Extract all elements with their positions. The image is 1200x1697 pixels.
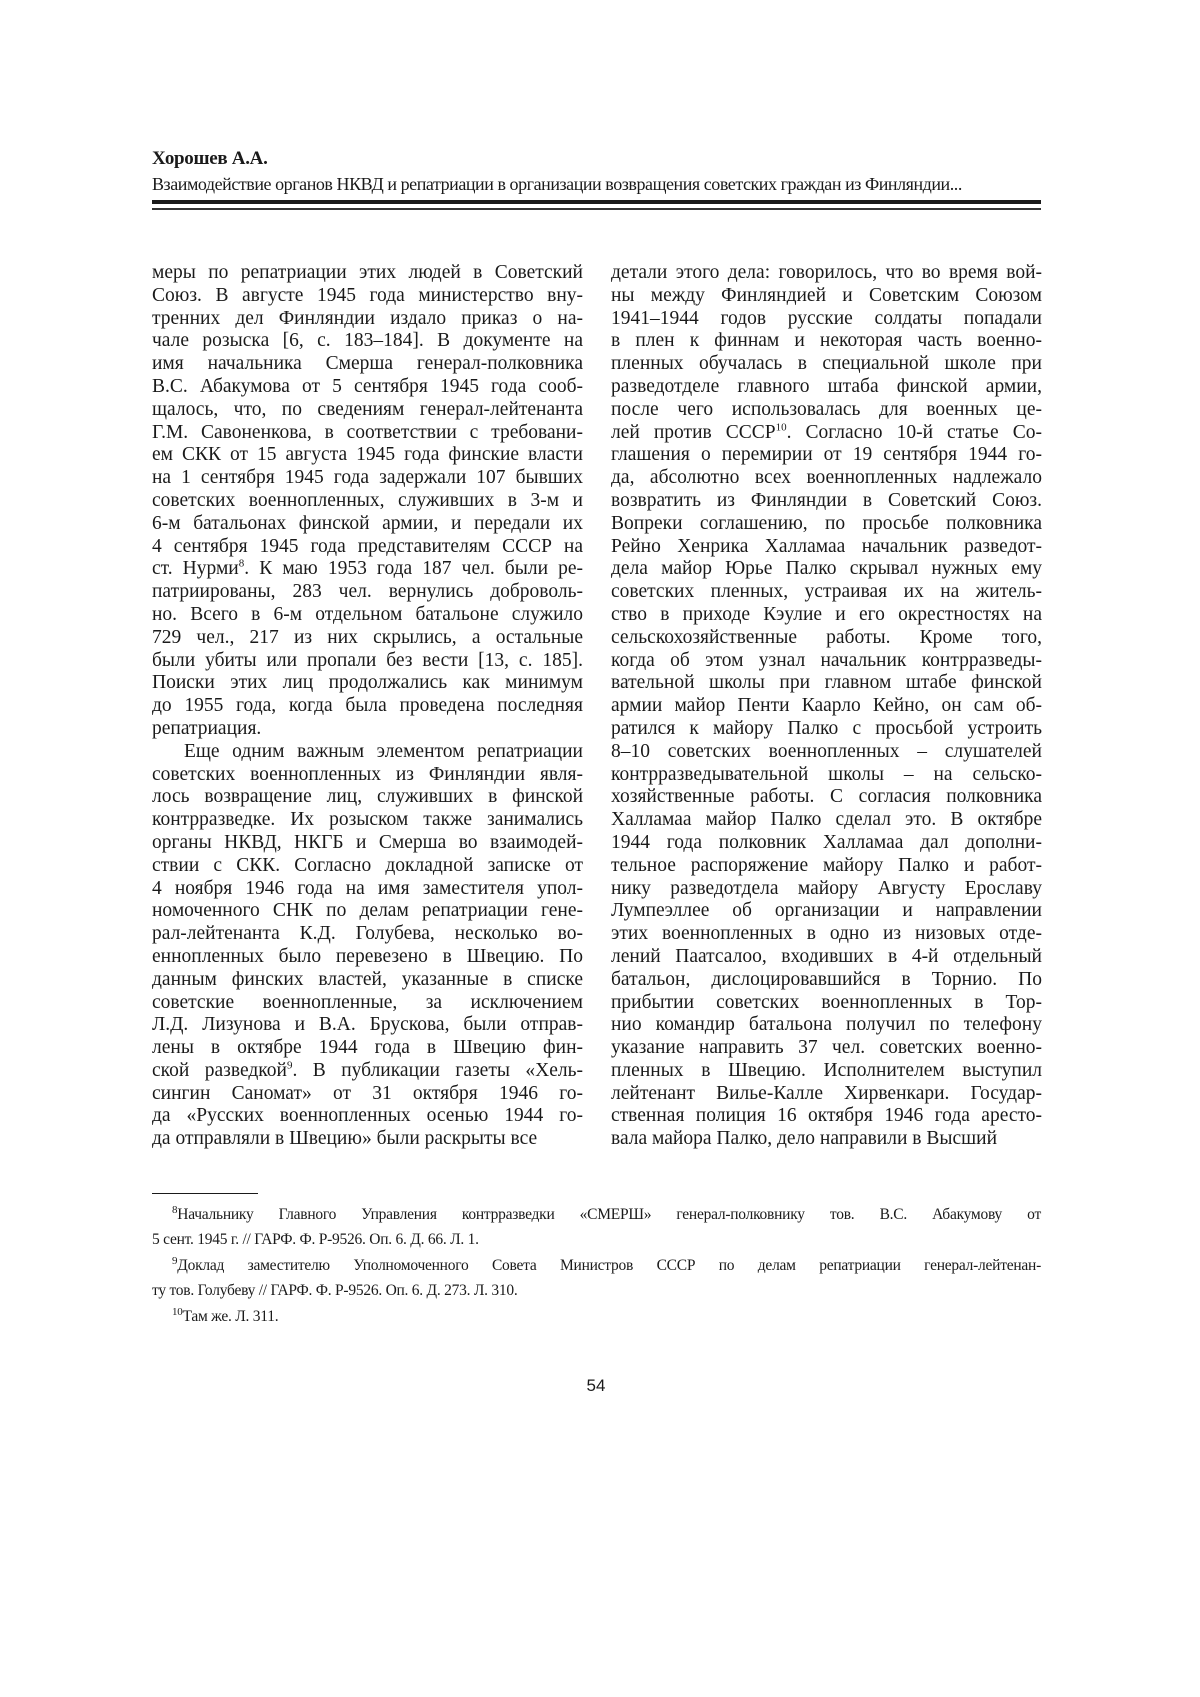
- footnote-line: [152, 1254, 1041, 1279]
- text-line: да «Русских военнопленных осенью 1944 го-: [152, 1105, 583, 1128]
- text-line: были убиты или пропали без вести [13, с. 185].: [152, 650, 583, 673]
- text-line: ны между Финляндией и Советским Союзом: [611, 285, 1042, 308]
- text-line: ем СКК от 15 августа 1945 года финские власти: [152, 444, 583, 467]
- text-line: В.С. Абакумова от 5 сентября 1945 года сооб-: [152, 376, 583, 399]
- text-line: щалось, что, по сведениям генерал-лейтенанта: [152, 399, 583, 422]
- text-fragment: . К маю 1953 года 187 чел. были ре-: [244, 558, 583, 579]
- footnote-gap: [152, 1330, 1041, 1332]
- text-line: нику разведотдела майору Августу Ерославу: [611, 878, 1042, 901]
- text-line: Вопреки соглашению, по просьбе полковника: [611, 513, 1042, 536]
- footnote: [152, 1305, 1041, 1332]
- text-line: органы НКВД, НКГБ и Смерша во взаимодей-: [152, 832, 583, 855]
- text-line: на 1 сентября 1945 года задержали 107 бывших: [152, 467, 583, 490]
- text-line: Л.Д. Лизунова и В.А. Брускова, были отправ-: [152, 1014, 583, 1037]
- footnote-line: [152, 1279, 1041, 1304]
- text-line: прибытии советских военнопленных в Тор-: [611, 992, 1042, 1015]
- text-line: 8–10 советских военнопленных – слушателей: [611, 741, 1042, 764]
- text-line: вала майора Палко, дело направили в Высший: [611, 1128, 1042, 1151]
- text-line: да отправляли в Швецию» были раскрыты все: [152, 1128, 583, 1151]
- text-line: ствии с СКК. Согласно докладной записке от: [152, 855, 583, 878]
- text-line: номоченного СНК по делам репатриации гене-: [152, 900, 583, 923]
- text-line: советских военнопленных, служивших в 3-м и: [152, 490, 583, 513]
- footnote-line: [152, 1305, 1041, 1330]
- text-line: патриированы, 283 чел. вернулись доброволь-: [152, 581, 583, 604]
- text-line: ратился к майору Палко с просьбой устроить: [611, 718, 1042, 741]
- page-number: 54: [0, 1376, 1192, 1396]
- text-line: да, абсолютно всех военнопленных надлежало: [611, 467, 1042, 490]
- text-fragment: лей против СССР: [611, 422, 776, 443]
- text-line: чале розыска [6, с. 183–184]. В документе на: [152, 330, 583, 353]
- text-fragment: ской разведкой: [152, 1060, 287, 1081]
- text-line: 1941–1944 годов русские солдаты попадали: [611, 308, 1042, 331]
- text-line: Лумпеэллее об организации и направлении: [611, 900, 1042, 923]
- text-line: 4 ноября 1946 года на имя заместителя упол-: [152, 878, 583, 901]
- text-line: Еще одним важным элементом репатриации: [152, 741, 583, 764]
- text-line: но. Всего в 6-м отдельном батальоне служило: [152, 604, 583, 627]
- footnote-line: [152, 1203, 1041, 1228]
- text-line: ство в приходе Кэулие и его окрестностях на: [611, 604, 1042, 627]
- text-line: глашения о перемирии от 19 сентября 1944 го-: [611, 444, 1042, 467]
- footnote: [152, 1203, 1041, 1254]
- text-line: после чего использовалась для военных це-: [611, 399, 1042, 422]
- text-line: Г.М. Савоненкова, в соответствии с требовани-: [152, 422, 583, 445]
- text-line: советских военнопленных из Финляндии явля-: [152, 764, 583, 787]
- text-line: 1944 года полковник Халламаа дал дополни-: [611, 832, 1042, 855]
- footnote-ref: 9: [287, 1059, 293, 1071]
- text-line: данным финских властей, указанные в списке: [152, 969, 583, 992]
- text-line: 6-м батальонах финской армии, и передали их: [152, 513, 583, 536]
- text-line: тельное распоряжение майору Палко и работ-: [611, 855, 1042, 878]
- footnote-number: 8: [172, 1204, 177, 1216]
- running-header-title: Взаимодействие органов НКВД и репатриации в организации возвращения советских граждан из Финляндии...: [152, 174, 1041, 195]
- footnotes: [152, 1203, 1041, 1332]
- text-line: батальон, дислоцировавшийся в Торнио. По: [611, 969, 1042, 992]
- text-line: [152, 1060, 583, 1083]
- text-line: армии майор Пенти Каарло Кейно, он сам об-: [611, 695, 1042, 718]
- footnote-text: Доклад заместителю Уполномоченного Совета Министров СССР по делам репатриации генерал-лейтенан-: [177, 1257, 1041, 1274]
- text-line: [611, 422, 1042, 445]
- text-line: лены в октябре 1944 года в Швецию фин-: [152, 1037, 583, 1060]
- text-line: пленных в Швецию. Исполнителем выступил: [611, 1060, 1042, 1083]
- text-line: лейтенант Вилье-Калле Хирвенкари. Государ-: [611, 1083, 1042, 1106]
- text-line: ственная полиция 16 октября 1946 года аресто-: [611, 1105, 1042, 1128]
- text-line: Поиски этих лиц продолжались как минимум: [152, 672, 583, 695]
- text-line: рал-лейтенанта К.Д. Голубева, несколько во-: [152, 923, 583, 946]
- text-column-left: [152, 262, 583, 1151]
- text-line: тренних дел Финляндии издало приказ о на-: [152, 308, 583, 331]
- footnote-text: ту тов. Голубеву // ГАРФ. Ф. Р-9526. Оп. 6. Д. 273. Л. 310.: [152, 1282, 518, 1299]
- text-line: возвратить из Финляндии в Советский Союз.: [611, 490, 1042, 513]
- text-line: меры по репатриации этих людей в Советский: [152, 262, 583, 285]
- footnote-text: Там же. Л. 311.: [183, 1308, 279, 1325]
- text-line: еннопленных было перевезено в Швецию. По: [152, 946, 583, 969]
- text-line: сингин Саномат» от 31 октября 1946 го-: [152, 1083, 583, 1106]
- text-line: нио командир батальона получил по телефону: [611, 1014, 1042, 1037]
- footnote-text: 5 сент. 1945 г. // ГАРФ. Ф. Р-9526. Оп. 6. Д. 66. Л. 1.: [152, 1231, 479, 1248]
- text-line: Халламаа майор Палко сделал это. В октябре: [611, 809, 1042, 832]
- text-fragment: . В публикации газеты «Хель-: [292, 1060, 583, 1081]
- text-line: 4 сентября 1945 года представителям СССР на: [152, 536, 583, 559]
- text-line: вательной школы при главном штабе финской: [611, 672, 1042, 695]
- text-line: пленных обучалась в специальной школе при: [611, 353, 1042, 376]
- text-line: 729 чел., 217 из них скрылись, а остальные: [152, 627, 583, 650]
- text-line: этих военнопленных в одно из низовых отде-: [611, 923, 1042, 946]
- text-line: лось возвращение лиц, служивших в финской: [152, 786, 583, 809]
- text-line: до 1955 года, когда была проведена последняя: [152, 695, 583, 718]
- text-line: сельскохозяйственные работы. Кроме того,: [611, 627, 1042, 650]
- text-line: Рейно Хенрика Халламаа начальник разведот-: [611, 536, 1042, 559]
- footnote: [152, 1254, 1041, 1305]
- text-line: дела майор Юрье Палко скрывал нужных ему: [611, 558, 1042, 581]
- footnote-ref: 8: [239, 558, 245, 570]
- text-line: разведотделе главного штаба финской армии,: [611, 376, 1042, 399]
- footnote-separator: [152, 1193, 258, 1194]
- text-line: контрразведке. Их розыском также занимались: [152, 809, 583, 832]
- footnote-number: 9: [172, 1255, 177, 1267]
- text-line: детали этого дела: говорилось, что во время вой-: [611, 262, 1042, 285]
- header-rule-thick: [152, 200, 1041, 204]
- text-column-right: [611, 262, 1042, 1151]
- text-fragment: . Согласно 10-й статье Со-: [787, 422, 1042, 443]
- text-line: [152, 558, 583, 581]
- text-line: в плен к финнам и некоторая часть военно-: [611, 330, 1042, 353]
- text-line: Союз. В августе 1945 года министерство вну-: [152, 285, 583, 308]
- text-line: репатриация.: [152, 718, 583, 741]
- footnote-line: [152, 1228, 1041, 1253]
- text-line: контрразведывательной школы – на сельско-: [611, 764, 1042, 787]
- footnote-number: 10: [172, 1306, 183, 1318]
- text-line: указание направить 37 чел. советских военно-: [611, 1037, 1042, 1060]
- text-line: советские военнопленные, за исключением: [152, 992, 583, 1015]
- text-line: лений Паатсалоо, входивших в 4-й отдельный: [611, 946, 1042, 969]
- text-line: советских пленных, устраивая их на житель-: [611, 581, 1042, 604]
- footnote-text: Начальнику Главного Управления контрразведки «СМЕРШ» генерал-полковнику тов. В.С. Абакумову от: [177, 1206, 1041, 1223]
- header-rule-thin: [152, 208, 1041, 210]
- text-fragment: ст. Нурми: [152, 558, 239, 579]
- text-line: имя начальника Смерша генерал-полковника: [152, 353, 583, 376]
- footnote-ref: 10: [776, 421, 787, 433]
- text-line: когда об этом узнал начальник контрразведы-: [611, 650, 1042, 673]
- text-line: хозяйственные работы. С согласия полковника: [611, 786, 1042, 809]
- running-header-author: Хорошев А.А.: [152, 148, 268, 170]
